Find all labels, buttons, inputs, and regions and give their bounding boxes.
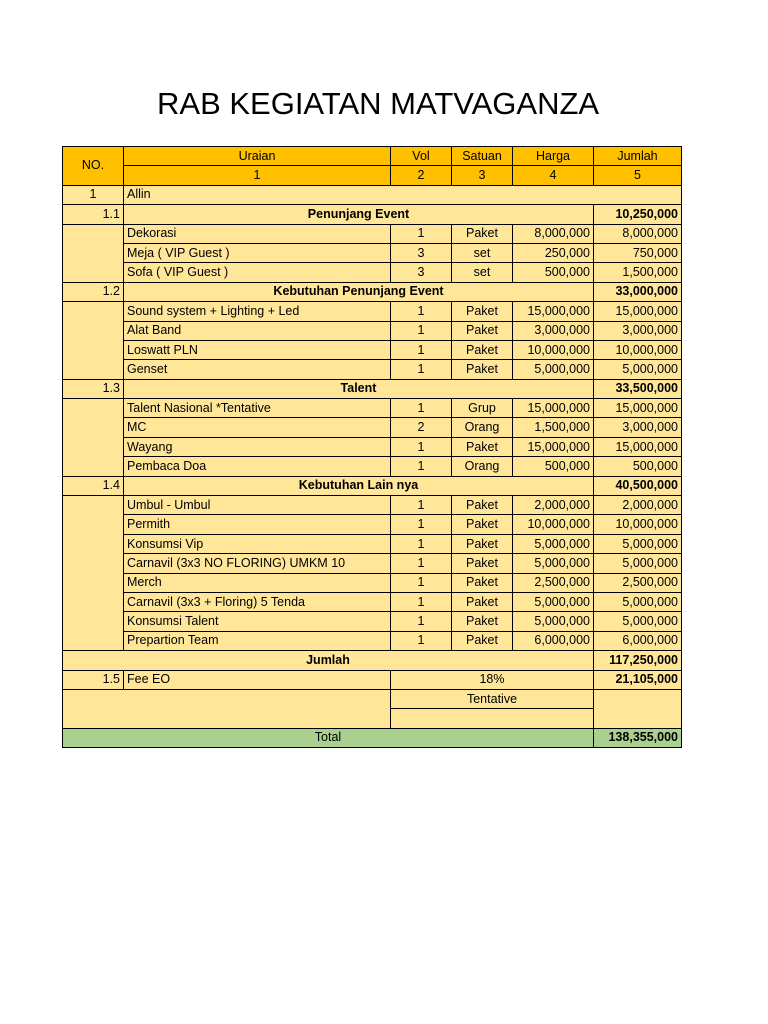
section-subtotal: 33,000,000 bbox=[594, 282, 682, 301]
item-row bbox=[63, 612, 682, 631]
item-satuan: Paket bbox=[452, 224, 513, 243]
item-row bbox=[63, 631, 682, 650]
document-title: RAB KEGIATAN MATVAGANZA bbox=[157, 86, 600, 121]
section-no: 1.4 bbox=[63, 476, 124, 495]
item-uraian: Genset bbox=[124, 360, 391, 379]
item-row bbox=[63, 302, 682, 321]
note-blank-right bbox=[594, 689, 682, 728]
header-number-row bbox=[63, 166, 682, 185]
item-vol: 1 bbox=[391, 224, 452, 243]
note-row bbox=[63, 689, 682, 708]
item-row bbox=[63, 554, 682, 573]
item-satuan: Paket bbox=[452, 573, 513, 592]
item-uraian: Pembaca Doa bbox=[124, 457, 391, 476]
item-uraian: Sound system + Lighting + Led bbox=[124, 302, 391, 321]
item-harga: 500,000 bbox=[513, 263, 594, 282]
item-vol: 1 bbox=[391, 592, 452, 611]
item-uraian: Sofa ( VIP Guest ) bbox=[124, 263, 391, 282]
header-num-satuan: 3 bbox=[452, 166, 513, 185]
header-num-uraian: 1 bbox=[124, 166, 391, 185]
root-label: Allin bbox=[124, 185, 682, 204]
header-num-harga: 4 bbox=[513, 166, 594, 185]
fee-no: 1.5 bbox=[63, 670, 124, 689]
item-uraian: Alat Band bbox=[124, 321, 391, 340]
section-subtotal: 40,500,000 bbox=[594, 476, 682, 495]
item-satuan: Paket bbox=[452, 554, 513, 573]
item-vol: 1 bbox=[391, 496, 452, 515]
header-satuan: Satuan bbox=[452, 147, 513, 166]
header-uraian: Uraian bbox=[124, 147, 391, 166]
item-row bbox=[63, 360, 682, 379]
root-row bbox=[63, 185, 682, 204]
item-harga: 5,000,000 bbox=[513, 612, 594, 631]
section-title: Kebutuhan Penunjang Event bbox=[124, 282, 594, 301]
item-vol: 3 bbox=[391, 243, 452, 262]
item-uraian: Konsumsi Vip bbox=[124, 534, 391, 553]
item-vol: 1 bbox=[391, 302, 452, 321]
fee-percent: 18% bbox=[391, 670, 594, 689]
item-vol: 1 bbox=[391, 437, 452, 456]
item-satuan: Orang bbox=[452, 418, 513, 437]
item-jumlah: 5,000,000 bbox=[594, 592, 682, 611]
item-harga: 8,000,000 bbox=[513, 224, 594, 243]
item-harga: 5,000,000 bbox=[513, 360, 594, 379]
section-header-row bbox=[63, 282, 682, 301]
item-row bbox=[63, 263, 682, 282]
header-vol: Vol bbox=[391, 147, 452, 166]
jumlah-row bbox=[63, 651, 682, 670]
item-uraian: Konsumsi Talent bbox=[124, 612, 391, 631]
item-row bbox=[63, 418, 682, 437]
header-row bbox=[63, 147, 682, 166]
item-satuan: Paket bbox=[452, 360, 513, 379]
item-vol: 1 bbox=[391, 515, 452, 534]
item-uraian: Carnavil (3x3 NO FLORING) UMKM 10 bbox=[124, 554, 391, 573]
item-jumlah: 750,000 bbox=[594, 243, 682, 262]
header-no: NO. bbox=[63, 147, 124, 186]
section-no: 1.3 bbox=[63, 379, 124, 398]
section-title: Talent bbox=[124, 379, 594, 398]
item-satuan: Grup bbox=[452, 399, 513, 418]
item-satuan: Paket bbox=[452, 321, 513, 340]
item-jumlah: 6,000,000 bbox=[594, 631, 682, 650]
item-no-blank bbox=[63, 224, 124, 282]
section-header-row bbox=[63, 379, 682, 398]
item-jumlah: 500,000 bbox=[594, 457, 682, 476]
item-uraian: Prepartion Team bbox=[124, 631, 391, 650]
item-row bbox=[63, 437, 682, 456]
item-satuan: Paket bbox=[452, 612, 513, 631]
item-satuan: set bbox=[452, 243, 513, 262]
item-satuan: set bbox=[452, 263, 513, 282]
item-jumlah: 5,000,000 bbox=[594, 612, 682, 631]
item-jumlah: 15,000,000 bbox=[594, 437, 682, 456]
item-vol: 1 bbox=[391, 573, 452, 592]
section-no: 1.2 bbox=[63, 282, 124, 301]
item-harga: 10,000,000 bbox=[513, 340, 594, 359]
item-satuan: Paket bbox=[452, 515, 513, 534]
item-harga: 15,000,000 bbox=[513, 302, 594, 321]
fee-label: Fee EO bbox=[124, 670, 391, 689]
total-label: Total bbox=[63, 728, 594, 747]
item-row bbox=[63, 496, 682, 515]
item-vol: 1 bbox=[391, 399, 452, 418]
item-vol: 1 bbox=[391, 554, 452, 573]
item-uraian: MC bbox=[124, 418, 391, 437]
item-vol: 1 bbox=[391, 534, 452, 553]
section-header-row bbox=[63, 476, 682, 495]
item-no-blank bbox=[63, 399, 124, 477]
item-jumlah: 5,000,000 bbox=[594, 534, 682, 553]
header-num-jumlah: 5 bbox=[594, 166, 682, 185]
section-subtotal: 33,500,000 bbox=[594, 379, 682, 398]
item-vol: 1 bbox=[391, 457, 452, 476]
header-harga: Harga bbox=[513, 147, 594, 166]
item-harga: 5,000,000 bbox=[513, 554, 594, 573]
item-harga: 6,000,000 bbox=[513, 631, 594, 650]
item-harga: 1,500,000 bbox=[513, 418, 594, 437]
total-value: 138,355,000 bbox=[594, 728, 682, 747]
empty-cell bbox=[391, 709, 594, 728]
item-uraian: Meja ( VIP Guest ) bbox=[124, 243, 391, 262]
item-jumlah: 15,000,000 bbox=[594, 302, 682, 321]
section-header-row bbox=[63, 205, 682, 224]
total-row bbox=[63, 728, 682, 747]
header-jumlah: Jumlah bbox=[594, 147, 682, 166]
item-harga: 2,000,000 bbox=[513, 496, 594, 515]
item-vol: 1 bbox=[391, 340, 452, 359]
item-satuan: Paket bbox=[452, 592, 513, 611]
fee-note: Tentative bbox=[391, 689, 594, 708]
item-satuan: Paket bbox=[452, 534, 513, 553]
note-blank bbox=[63, 689, 391, 728]
item-harga: 500,000 bbox=[513, 457, 594, 476]
item-harga: 250,000 bbox=[513, 243, 594, 262]
item-jumlah: 2,000,000 bbox=[594, 496, 682, 515]
item-uraian: Talent Nasional *Tentative bbox=[124, 399, 391, 418]
item-harga: 15,000,000 bbox=[513, 437, 594, 456]
item-row bbox=[63, 399, 682, 418]
item-harga: 2,500,000 bbox=[513, 573, 594, 592]
budget-table bbox=[62, 146, 682, 748]
item-row bbox=[63, 224, 682, 243]
item-uraian: Loswatt PLN bbox=[124, 340, 391, 359]
item-row bbox=[63, 457, 682, 476]
item-vol: 2 bbox=[391, 418, 452, 437]
item-vol: 1 bbox=[391, 612, 452, 631]
item-vol: 3 bbox=[391, 263, 452, 282]
item-row bbox=[63, 243, 682, 262]
item-uraian: Permith bbox=[124, 515, 391, 534]
item-no-blank bbox=[63, 302, 124, 380]
section-title: Penunjang Event bbox=[124, 205, 594, 224]
item-vol: 1 bbox=[391, 321, 452, 340]
item-row bbox=[63, 321, 682, 340]
item-row bbox=[63, 592, 682, 611]
item-jumlah: 5,000,000 bbox=[594, 554, 682, 573]
item-jumlah: 3,000,000 bbox=[594, 418, 682, 437]
section-no: 1.1 bbox=[63, 205, 124, 224]
root-no: 1 bbox=[63, 185, 124, 204]
item-uraian: Dekorasi bbox=[124, 224, 391, 243]
section-title: Kebutuhan Lain nya bbox=[124, 476, 594, 495]
item-harga: 5,000,000 bbox=[513, 592, 594, 611]
item-jumlah: 1,500,000 bbox=[594, 263, 682, 282]
item-satuan: Paket bbox=[452, 496, 513, 515]
item-vol: 1 bbox=[391, 631, 452, 650]
item-uraian: Carnavil (3x3 + Floring) 5 Tenda bbox=[124, 592, 391, 611]
item-jumlah: 10,000,000 bbox=[594, 340, 682, 359]
item-jumlah: 3,000,000 bbox=[594, 321, 682, 340]
item-jumlah: 15,000,000 bbox=[594, 399, 682, 418]
item-row bbox=[63, 340, 682, 359]
item-harga: 15,000,000 bbox=[513, 399, 594, 418]
item-uraian: Merch bbox=[124, 573, 391, 592]
item-satuan: Paket bbox=[452, 631, 513, 650]
item-harga: 3,000,000 bbox=[513, 321, 594, 340]
item-jumlah: 2,500,000 bbox=[594, 573, 682, 592]
jumlah-value: 117,250,000 bbox=[594, 651, 682, 670]
item-satuan: Orang bbox=[452, 457, 513, 476]
item-satuan: Paket bbox=[452, 437, 513, 456]
item-satuan: Paket bbox=[452, 340, 513, 359]
item-vol: 1 bbox=[391, 360, 452, 379]
item-jumlah: 8,000,000 bbox=[594, 224, 682, 243]
item-harga: 5,000,000 bbox=[513, 534, 594, 553]
fee-row bbox=[63, 670, 682, 689]
item-row bbox=[63, 573, 682, 592]
item-harga: 10,000,000 bbox=[513, 515, 594, 534]
item-uraian: Wayang bbox=[124, 437, 391, 456]
jumlah-label: Jumlah bbox=[63, 651, 594, 670]
section-subtotal: 10,250,000 bbox=[594, 205, 682, 224]
item-no-blank bbox=[63, 496, 124, 651]
item-jumlah: 10,000,000 bbox=[594, 515, 682, 534]
item-row bbox=[63, 515, 682, 534]
item-uraian: Umbul - Umbul bbox=[124, 496, 391, 515]
header-num-vol: 2 bbox=[391, 166, 452, 185]
fee-value: 21,105,000 bbox=[594, 670, 682, 689]
item-jumlah: 5,000,000 bbox=[594, 360, 682, 379]
item-satuan: Paket bbox=[452, 302, 513, 321]
item-row bbox=[63, 534, 682, 553]
